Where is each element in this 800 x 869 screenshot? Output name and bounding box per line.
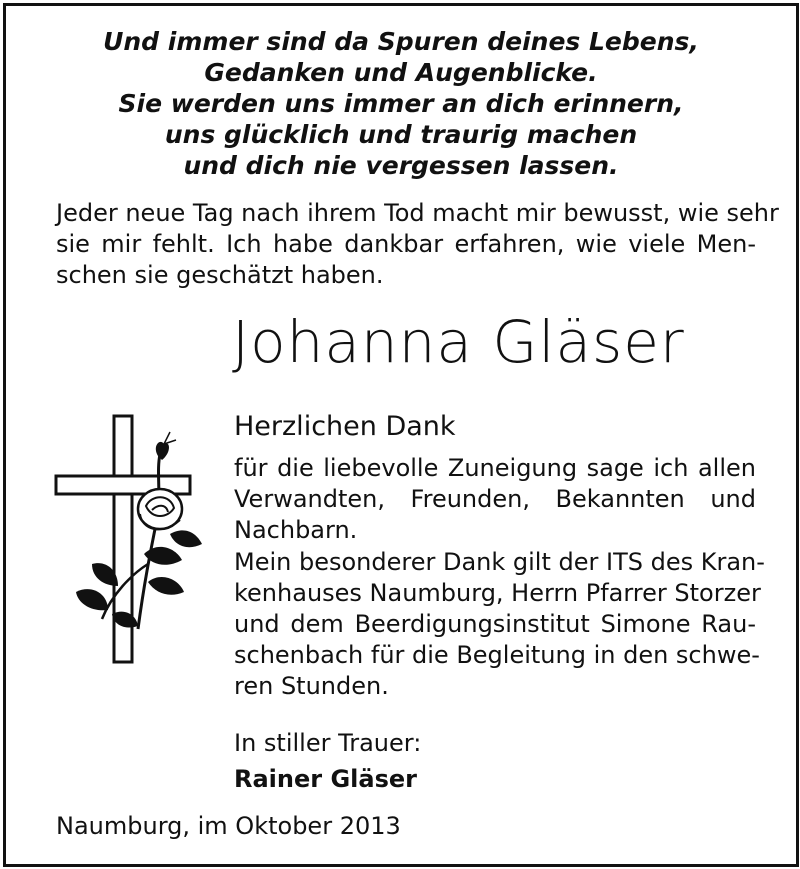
thanks-line: für die liebevolle Zuneigung sage ich allen [234, 454, 756, 482]
poem [6, 26, 796, 181]
poem-line: Und immer sind da Spuren deines Lebens, [103, 27, 699, 56]
thanks-heading: Herzlichen Dank [234, 411, 456, 442]
place-date: Naumburg, im Oktober 2013 [56, 812, 401, 840]
deceased-name: Johanna Gläser [232, 308, 685, 376]
mourning-label: In stiller Trauer: [234, 729, 422, 757]
intro-line: sie mir fehlt. Ich habe dankbar erfahren, wie viele Men- [56, 230, 756, 258]
poem-line: Sie werden uns immer an dich erinnern, [118, 89, 684, 118]
poem-line: Gedanken und Augenblicke. [204, 58, 598, 87]
poem-line: uns glücklich und traurig machen [164, 120, 638, 149]
intro-text [56, 198, 779, 291]
thanks-line: ren Stunden. [234, 672, 389, 700]
poem-line: und dich nie vergessen lassen. [183, 151, 619, 180]
cross-with-rose-icon [52, 414, 212, 664]
thanks-line: und dem Beerdigungsinstitut Simone Rau- [234, 610, 756, 638]
thanks-line: Verwandten, Freunden, Bekannten und [234, 485, 756, 513]
obituary-notice [3, 3, 799, 867]
thanks-line: kenhauses Naumburg, Herrn Pfarrer Storzer [234, 579, 761, 607]
thanks-line: Nachbarn. [234, 516, 358, 544]
thanks-paragraph [234, 453, 756, 546]
special-thanks-paragraph [234, 547, 765, 702]
intro-line: Jeder neue Tag nach ihrem Tod macht mir bewusst, wie sehr [56, 199, 779, 227]
thanks-line: Mein besonderer Dank gilt der ITS des Kran- [234, 548, 765, 576]
intro-line: schen sie geschätzt haben. [56, 261, 384, 289]
thanks-line: schenbach für die Begleitung in den schwe- [234, 641, 760, 669]
signer-name: Rainer Gläser [234, 765, 417, 793]
